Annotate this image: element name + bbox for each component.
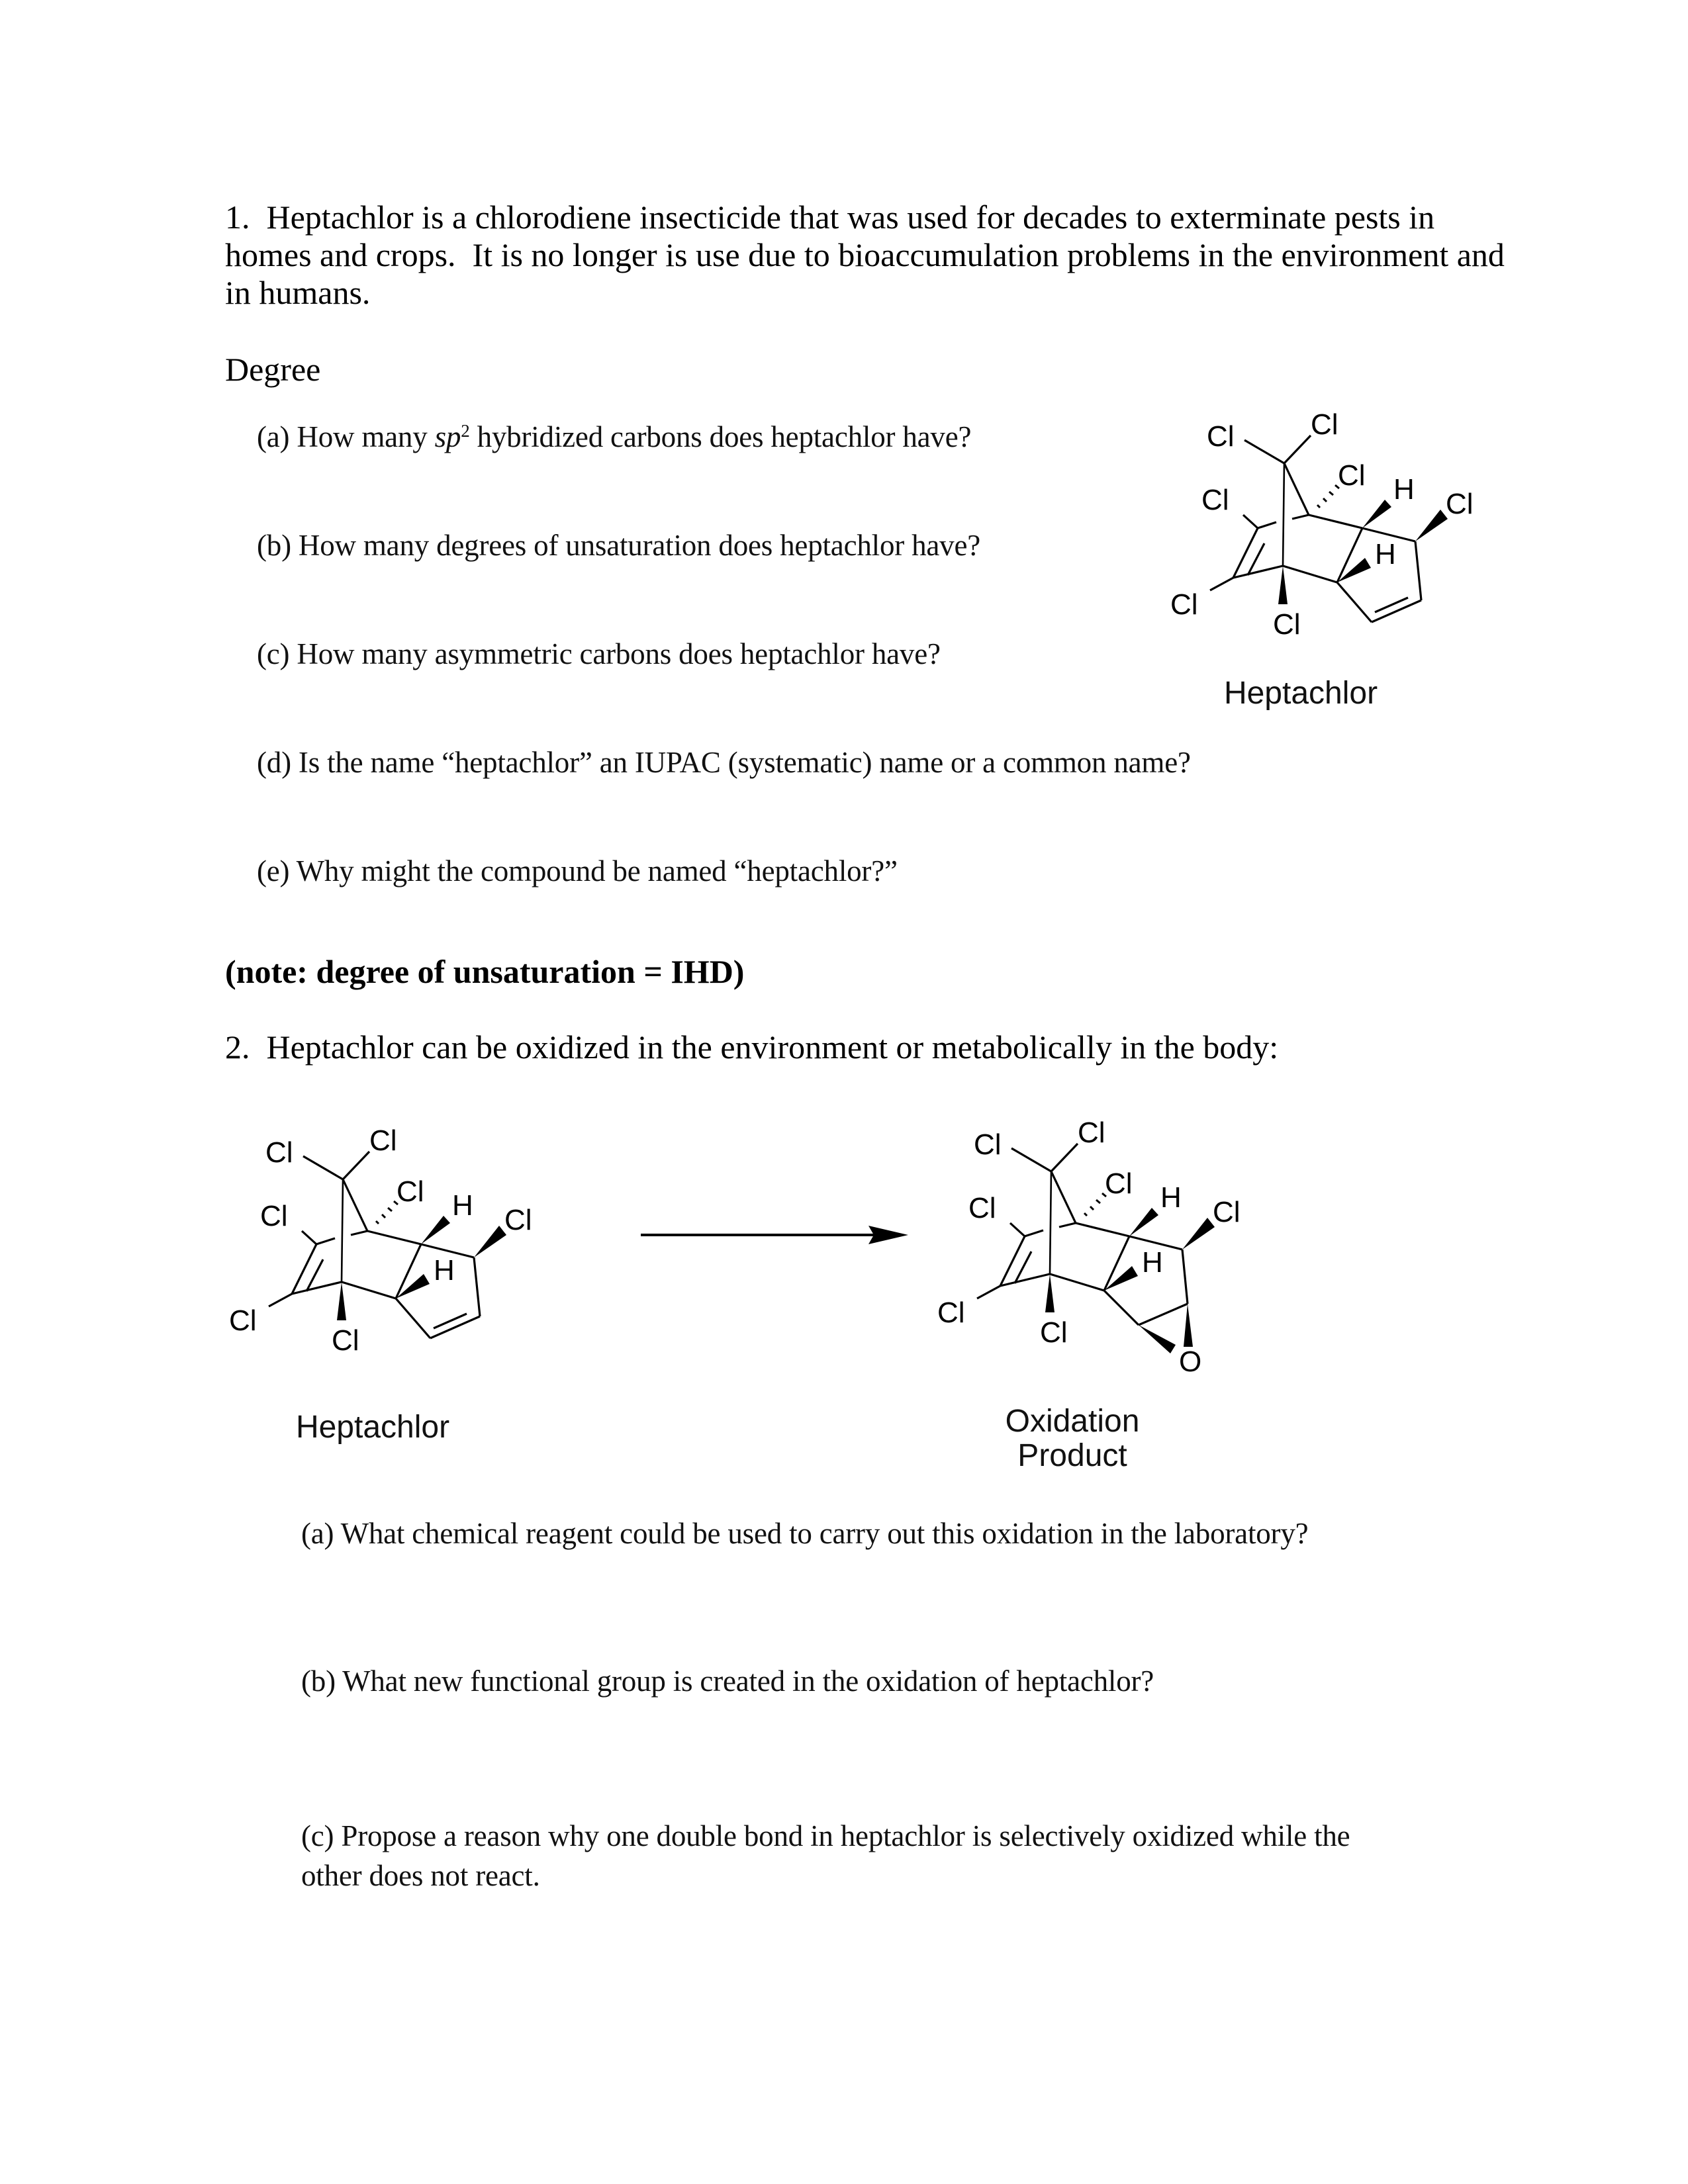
atom-cl: Cl xyxy=(1446,488,1474,520)
atom-cl: Cl xyxy=(397,1175,424,1208)
heptachlor-reactant-structure xyxy=(229,1124,532,1445)
atom-cl: Cl xyxy=(1273,608,1301,641)
product-label-line-2: Product xyxy=(1017,1438,1127,1473)
atom-cl: Cl xyxy=(937,1297,965,1329)
atom-h: H xyxy=(1375,538,1396,570)
atom-cl: Cl xyxy=(1207,420,1235,453)
atom-cl: Cl xyxy=(968,1192,996,1224)
question-1a-superscript: 2 xyxy=(461,421,470,441)
atom-cl: Cl xyxy=(504,1204,532,1236)
atom-cl: Cl xyxy=(1105,1167,1133,1200)
question-1a-suffix: hybridized carbons does heptachlor have? xyxy=(469,420,972,453)
atom-h: H xyxy=(1160,1181,1182,1214)
problem1-intro-line-2: homes and crops. It is no longer is use due to bioaccumulation problems in the environment and xyxy=(225,236,1505,273)
problem1-intro-line-3: in humans. xyxy=(225,274,371,311)
atom-cl: Cl xyxy=(332,1324,359,1357)
question-1a-sp: sp xyxy=(434,420,461,453)
oxidation-product-structure xyxy=(937,1116,1241,1473)
atom-cl: Cl xyxy=(1213,1196,1241,1228)
product-label-line-1: Oxidation xyxy=(1005,1404,1140,1439)
problem2-stem: 2. Heptachlor can be oxidized in the environment or metabolically in the body: xyxy=(225,1028,1279,1066)
question-2b: (b) What new functional group is created in the oxidation of heptachlor? xyxy=(301,1664,1154,1698)
atom-cl: Cl xyxy=(1338,459,1366,492)
question-1d: (d) Is the name “heptachlor” an IUPAC (systematic) name or a common name? xyxy=(257,746,1191,779)
ihd-note: (note: degree of unsaturation = IHD) xyxy=(225,953,745,990)
section-heading-degree: Degree xyxy=(225,351,321,388)
atom-h: H xyxy=(1142,1246,1163,1279)
reaction-arrow xyxy=(641,1226,908,1244)
reactant-label: Heptachlor xyxy=(295,1410,450,1445)
heptachlor-structure-1 xyxy=(1170,408,1474,711)
question-2a: (a) What chemical reagent could be used to carry out this oxidation in the laboratory? xyxy=(301,1517,1309,1550)
atom-o: O xyxy=(1179,1345,1202,1378)
question-1e: (e) Why might the compound be named “heptachlor?” xyxy=(257,854,898,887)
atom-cl: Cl xyxy=(1078,1116,1105,1149)
atom-cl: Cl xyxy=(265,1136,293,1169)
atom-cl: Cl xyxy=(974,1128,1002,1161)
question-1c: (c) How many asymmetric carbons does heptachlor have? xyxy=(257,637,941,670)
structure-label-heptachlor: Heptachlor xyxy=(1223,676,1378,711)
atom-cl: Cl xyxy=(369,1124,397,1157)
problem1-intro-line-1: 1. Heptachlor is a chlorodiene insecticide that was used for decades to exterminate pests in xyxy=(225,199,1435,236)
question-1a-prefix: (a) How many xyxy=(257,420,435,453)
atom-cl: Cl xyxy=(260,1200,288,1232)
atom-h: H xyxy=(1393,473,1415,506)
question-1b: (b) How many degrees of unsaturation does heptachlor have? xyxy=(257,529,981,562)
atom-cl: Cl xyxy=(1040,1316,1068,1349)
atom-cl: Cl xyxy=(1311,408,1338,441)
atom-cl: Cl xyxy=(229,1304,257,1337)
atom-h: H xyxy=(434,1254,455,1287)
atom-h: H xyxy=(452,1189,473,1222)
atom-cl: Cl xyxy=(1201,484,1229,516)
atom-cl: Cl xyxy=(1170,588,1198,621)
question-2c-line-2: other does not react. xyxy=(301,1859,540,1892)
question-2c-line-1: (c) Propose a reason why one double bond in heptachlor is selectively oxidized while the xyxy=(301,1819,1350,1852)
